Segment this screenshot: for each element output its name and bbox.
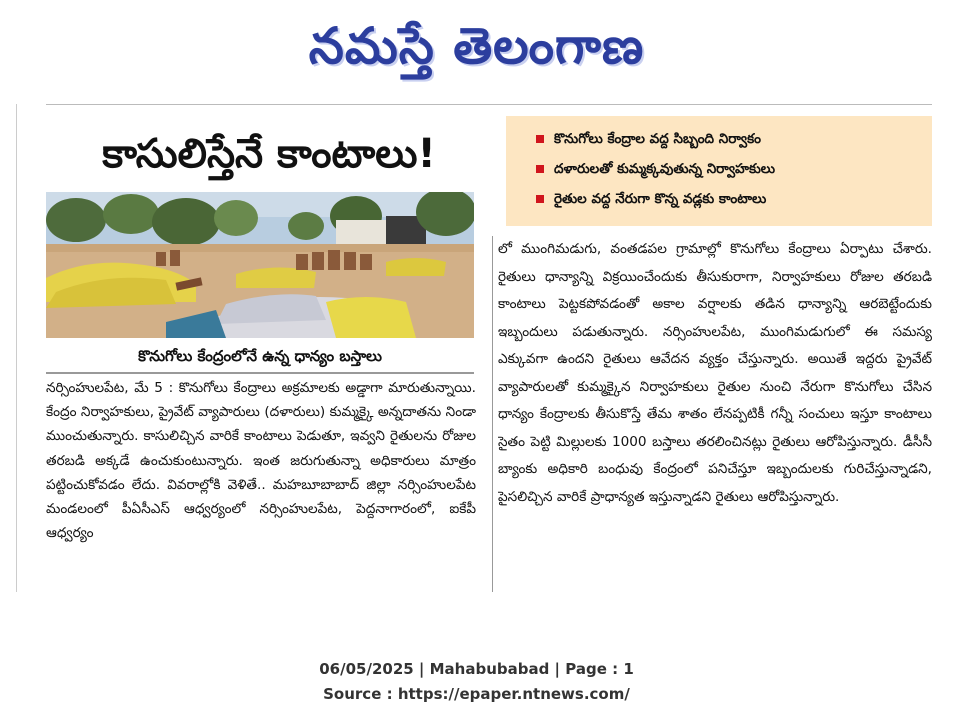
article-body-left-column [46,376,476,590]
highlights-box [506,116,932,226]
news-clipping [46,104,932,592]
highlight-text: కొనుగోలు కేంద్రాల వద్ద సిబ్బంది నిర్వాకం [554,131,761,147]
newspaper-masthead [0,4,953,88]
body-right-text: లో ముంగిమడుగు, వంతడపల గ్రామాల్లో కొనుగోలు కేంద్రాలు ఏర్పాటు చేశారు. రైతులు ధాన్యాన్ని విక్రయించేందుకు తీసుకురాగా, నిర్వాహకులు రోజుల తరబడి కాంటాలు పెట్టకపోవడంతో అకాల వర్షాలకు తడిన ధాన్యాన్ని ఆరబెట్టేందుకు ఇబ్బందులు పడుతున్నారు. నర్సింహులపేట, ముంగిమడుగులో ఈ సమస్య ఎక్కువగా ఉందని రైతులు ఆవేదన వ్యక్తం చేస్తున్నారు. అయితే ఇద్దరు ప్రైవేట్ వ్యాపారులతో కుమ్మక్కైన నిర్వాహకులు రైతుల నుంచి నేరుగా కొనుగోలు చేసిన ధాన్యం కేంద్రాలకు తీసుకొస్తే తేమ శాతం లేనప్పటికీ గన్నీ సంచులు ఇస్తూ కాంటాలు సైతం పెట్టి మిల్లులకు 1000 బస్తాలు తరలించినట్లు రైతులు ఆరోపిస్తున్నారు. డీసీసీ బ్యాంకు అధికారి బంధువు కేంద్రంలో పనిచేస్తూ ఇబ్బందులకు గురిచేస్తున్నాడని, పైసలిచ్చిన వారికే ప్రాధాన్యత ఇస్తున్నాడని రైతులు ఆరోపిస్తున్నారు. [498,241,932,505]
highlight-text: రైతుల వద్ద నేరుగా కొన్న వడ్లకు కాంటాలు [554,191,767,207]
clip-left-rule [16,104,17,592]
body-left-text: నర్సింహులపేట, మే 5 : కొనుగోలు కేంద్రాలు అక్రమాలకు అడ్డాగా మారుతున్నాయి. కేంద్రం నిర్వాహకులు, ప్రైవేట్ వ్యాపారులు (దళారులు) కుమ్మక్కై అన్నదాతను నిండా ముంచుతున్నారు. కాసులిచ్చిన వారికే కాంటాలు పెడుతూ, ఇవ్వని రైతులను రోజుల తరబడి అక్కడే ఉంచుకుంటున్నారు. ఇంత జరుగుతున్నా అధికారులు మాత్రం పట్టించుకోవడం లేదు. వివరాల్లోకి వెళితే.. మహబూబాబాద్ జిల్లా నర్సింహులపేట మండలంలో పీఏసీఎస్ ఆధ్వర్యంలో నర్సింహులపేట, పెద్దనాగారంలో, ఐకేపీ ఆధ్వర్యం [46,380,476,542]
highlight-item [506,154,932,184]
page-footer [0,657,953,707]
highlight-item [506,184,932,214]
article-headline: కాసులిస్తేనే కాంటాలు! [102,131,436,177]
footer-date-edition: 06/05/2025 | Mahabubabad | Page : 1 [319,660,634,678]
bullet-square-icon [536,165,544,173]
bullet-square-icon [536,135,544,143]
highlight-item [506,124,932,154]
masthead-title: నమస్తే తెలంగాణ [308,17,645,75]
grain-bags-photo [46,192,474,338]
column-divider [492,236,493,592]
footer-source-link[interactable]: Source : https://epaper.ntnews.com/ [323,685,630,703]
bullet-square-icon [536,195,544,203]
highlight-text: దళారులతో కుమ్మక్కవుతున్న నిర్వాహకులు [554,161,776,177]
clip-top-rule [46,104,932,105]
article-body-right-column [498,236,932,592]
photo-caption: కొనుగోలు కేంద్రంలోనే ఉన్న ధాన్యం బస్తాలు [46,340,474,374]
